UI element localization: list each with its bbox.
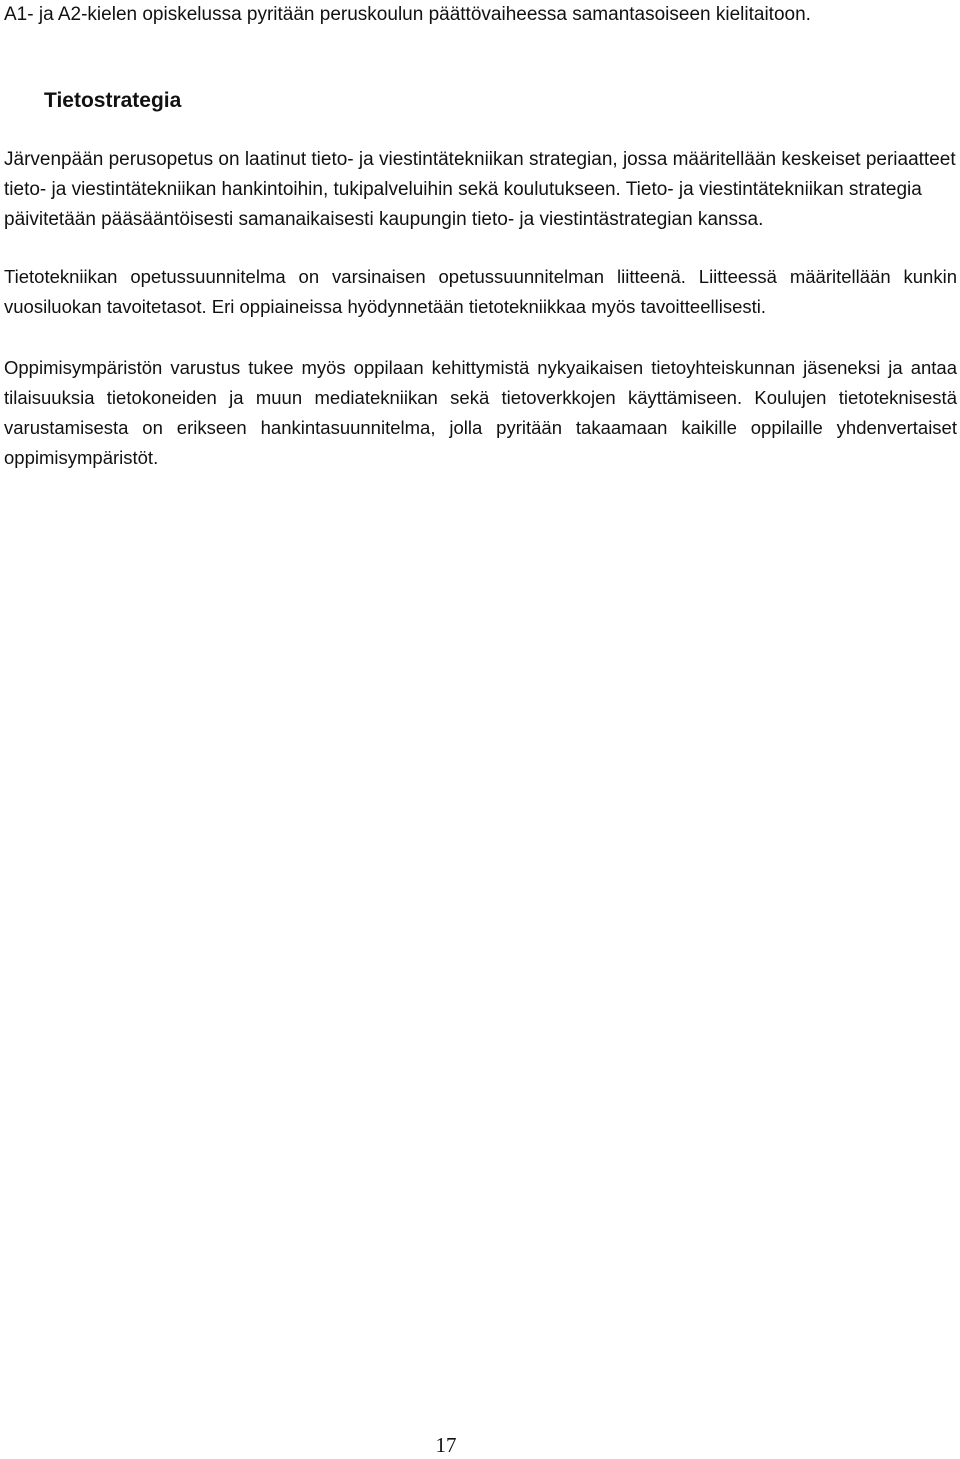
document-content — [4, 0, 957, 473]
intro-sentence: A1- ja A2-kielen opiskelussa pyritään peruskoulun päättövaiheessa samantasoiseen kielitaitoon. — [4, 4, 811, 25]
paragraph-strategy: Järvenpään perusopetus on laatinut tieto- ja viestintätekniikan strategian, jossa määritellään keskeiset periaatteet tieto- ja viestintätekniikan hankintoihin, tukipalveluihin sekä koulutukseen. Tieto- ja viestintätekniikan strategia päivitetään pääsääntöisesti samanaikaisesti kaupungin tieto- ja viestintästrategian kanssa. — [4, 149, 956, 230]
section-heading: Tietostrategia — [44, 89, 182, 112]
paragraph-curriculum: Tietotekniikan opetussuunnitelma on varsinaisen opetussuunnitelman liitteenä. Liitteessä määritellään kunkin vuosiluokan tavoitetasot. Eri oppiaineissa hyödynnetään tietotekniikkaa myös tavoitteellisesti. — [4, 266, 957, 317]
page-number: 17 — [435, 1433, 457, 1457]
paragraph-environment: Oppimisympäristön varustus tukee myös oppilaan kehittymistä nykyaikaisen tietoyhteiskunnan jäseneksi ja antaa tilaisuuksia tietokoneiden ja muun mediatekniikan sekä tietoverkkojen käyttämiseen. Koulujen tietoteknisestä varustamisesta on erikseen hankintasuunnitelma, jolla pyritään takaamaan kaikille oppilaille yhdenvertaiset oppimisympäristöt. — [4, 357, 957, 468]
